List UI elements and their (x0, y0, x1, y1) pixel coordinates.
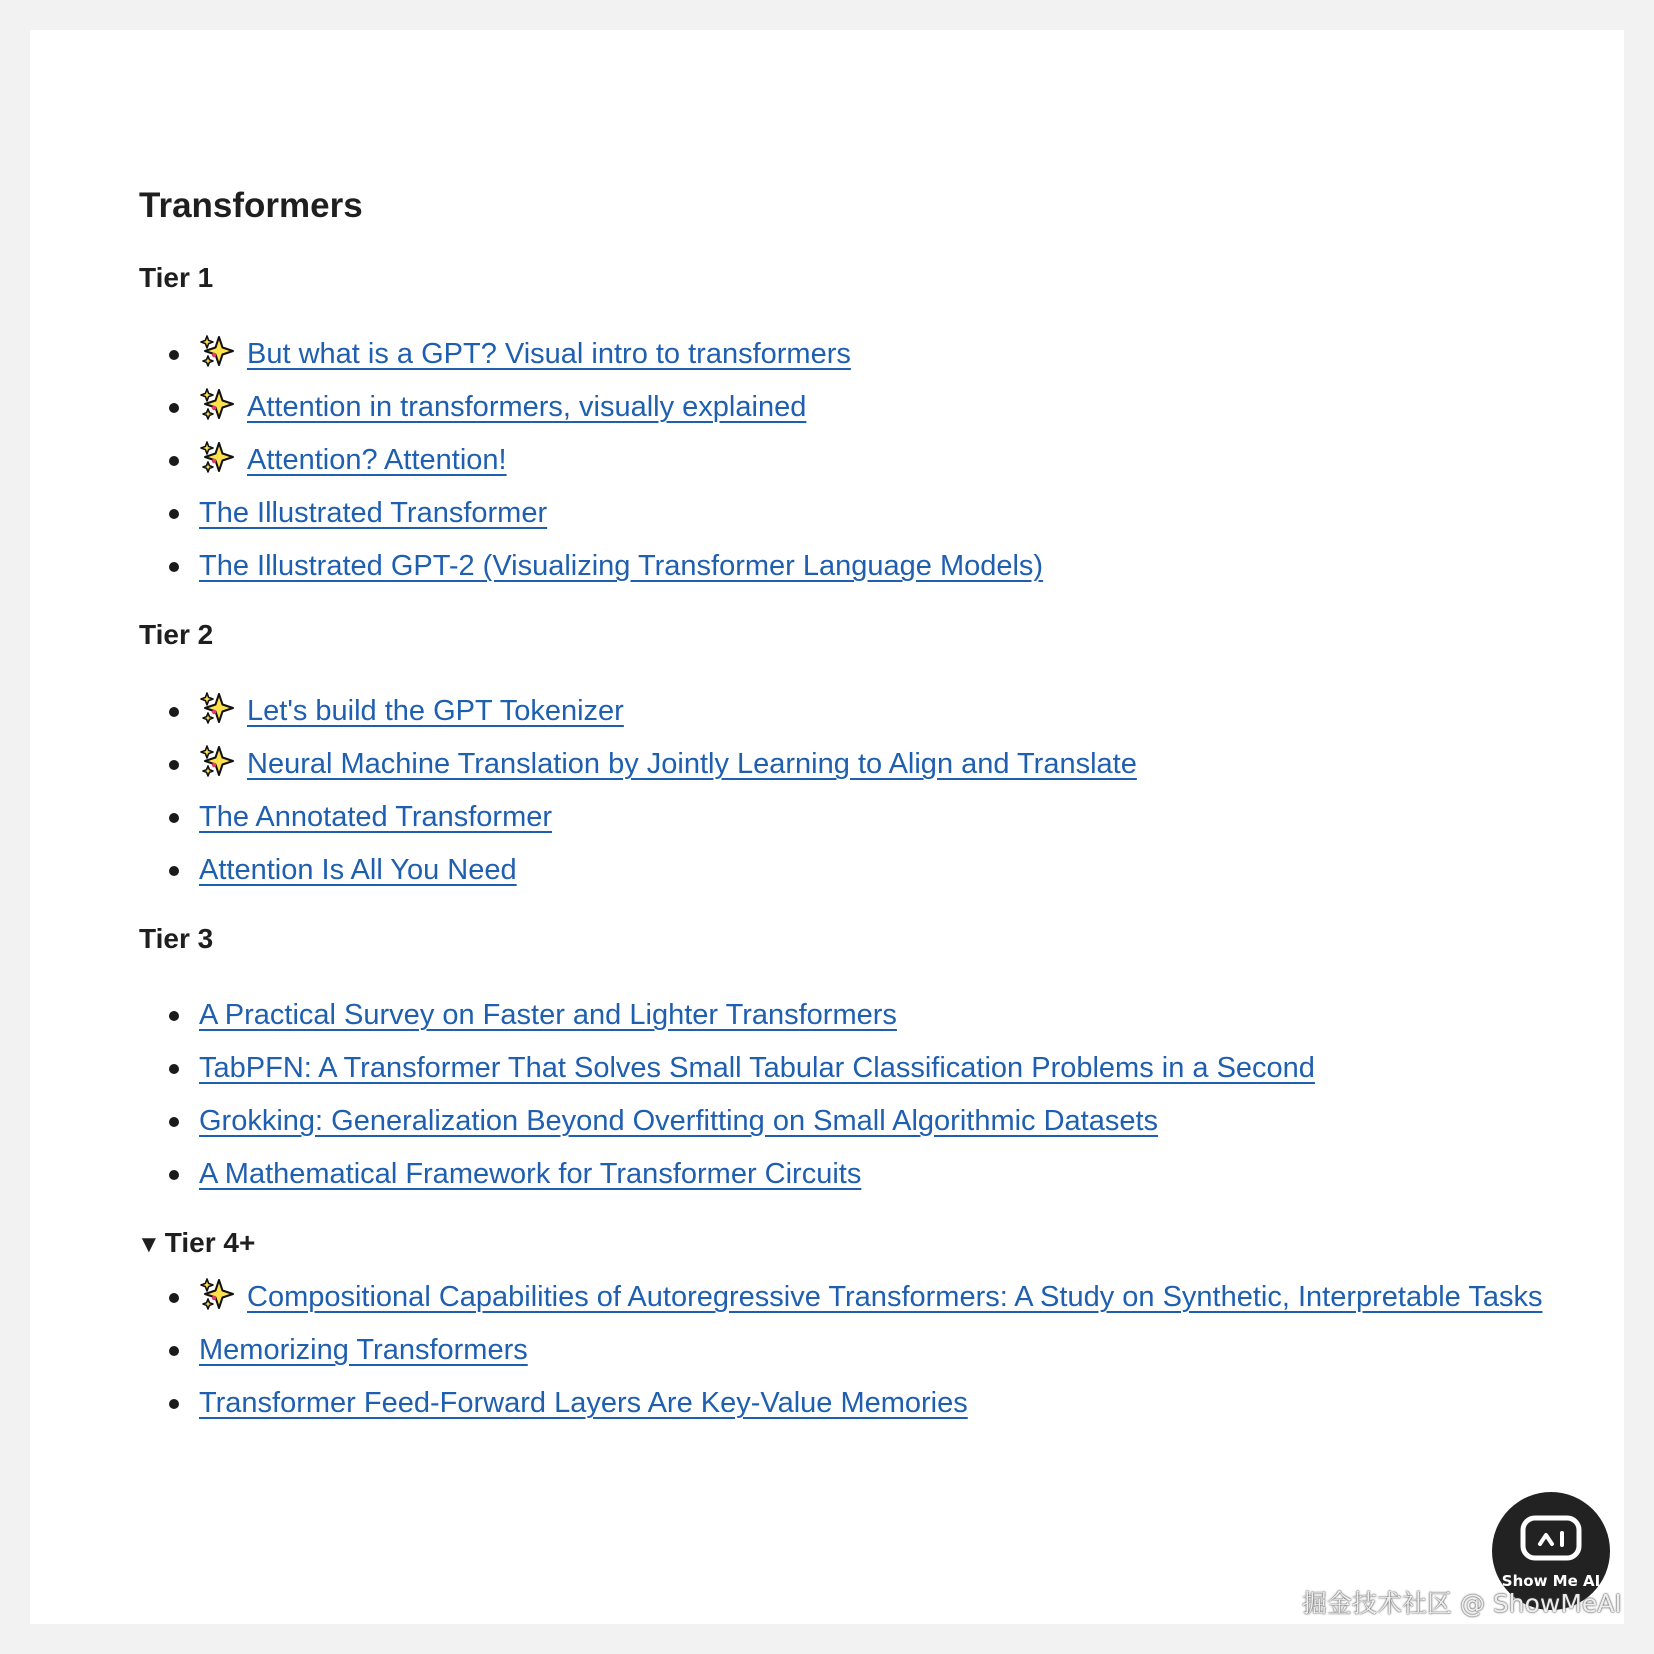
bullet-dot (169, 1064, 179, 1074)
sparkles-icon (199, 744, 235, 780)
list-item (139, 1324, 1599, 1377)
resource-link[interactable]: But what is a GPT? Visual intro to transformers (247, 338, 851, 370)
bullet-dot (169, 1011, 179, 1021)
bullet-dot (169, 1293, 179, 1303)
tier-4-heading: Tier 4+ (164, 1227, 256, 1258)
list-item (139, 328, 1599, 381)
sparkles-icon (199, 1277, 235, 1313)
tier-4-summary[interactable] (137, 1223, 1599, 1265)
bullet-dot (169, 707, 179, 717)
main-content (139, 180, 1599, 1430)
tier-4-toggle-block (139, 1223, 1599, 1430)
resource-link[interactable]: The Illustrated Transformer (199, 497, 548, 529)
list-item (139, 791, 1599, 844)
resource-link[interactable]: Attention? Attention! (247, 444, 507, 476)
bullet-dot (169, 760, 179, 770)
bullet-dot (169, 866, 179, 876)
sparkles-icon (199, 387, 235, 423)
logo-text: Show Me AI (1501, 1572, 1601, 1590)
bullet-dot (169, 1399, 179, 1409)
sparkles-icon (199, 440, 235, 476)
resource-link[interactable]: Let's build the GPT Tokenizer (247, 695, 624, 727)
list-item (139, 540, 1599, 593)
bullet-dot (169, 1346, 179, 1356)
resource-link[interactable]: The Illustrated GPT-2 (Visualizing Transformer Language Models) (199, 550, 1044, 582)
bullet-dot (169, 350, 179, 360)
tier-3-heading: Tier 3 (139, 923, 214, 954)
resource-link[interactable]: Grokking: Generalization Beyond Overfitting on Small Algorithmic Datasets (199, 1105, 1159, 1137)
tier-1-heading: Tier 1 (139, 262, 214, 293)
triangle-down-icon: ▼ (137, 1231, 161, 1258)
bullet-dot (169, 562, 179, 572)
list-item (139, 487, 1599, 540)
sparkles-icon (199, 334, 235, 370)
bullet-dot (169, 813, 179, 823)
bullet-dot (169, 1117, 179, 1127)
page-card (30, 30, 1624, 1624)
bullet-dot (169, 403, 179, 413)
bullet-dot (169, 509, 179, 519)
tier-1-list (139, 328, 1599, 593)
bullet-dot (169, 1170, 179, 1180)
resource-link[interactable]: Attention Is All You Need (199, 854, 517, 886)
resource-link[interactable]: TabPFN: A Transformer That Solves Small Tabular Classification Problems in a Second (199, 1052, 1315, 1084)
list-item (139, 1148, 1599, 1201)
resource-link[interactable]: The Annotated Transformer (199, 801, 553, 833)
page-title: Transformers (139, 186, 363, 225)
resource-link[interactable]: Neural Machine Translation by Jointly Learning to Align and Translate (247, 748, 1137, 780)
robot-face-icon (1520, 1514, 1582, 1566)
list-item (139, 1377, 1599, 1430)
tier-4-list (139, 1271, 1599, 1430)
list-item (139, 844, 1599, 897)
resource-link[interactable]: A Mathematical Framework for Transformer Circuits (199, 1158, 862, 1190)
list-item (139, 989, 1599, 1042)
tier-2-list (139, 685, 1599, 897)
list-item (139, 738, 1599, 791)
watermark-text: 掘金技术社区 @ ShowMeAI (1302, 1589, 1622, 1618)
resource-link[interactable]: A Practical Survey on Faster and Lighter Transformers (199, 999, 897, 1031)
tier-2-heading: Tier 2 (139, 619, 214, 650)
resource-link[interactable]: Transformer Feed-Forward Layers Are Key-Value Memories (199, 1387, 968, 1419)
tier-3-list (139, 989, 1599, 1201)
list-item (139, 434, 1599, 487)
resource-link[interactable]: Compositional Capabilities of Autoregressive Transformers: A Study on Synthetic, Interpretable Tasks (247, 1281, 1543, 1313)
list-item (139, 1271, 1599, 1324)
resource-link[interactable]: Memorizing Transformers (199, 1334, 528, 1366)
bullet-dot (169, 456, 179, 466)
sparkles-icon (199, 691, 235, 727)
list-item (139, 1095, 1599, 1148)
list-item (139, 1042, 1599, 1095)
list-item (139, 381, 1599, 434)
list-item (139, 685, 1599, 738)
resource-link[interactable]: Attention in transformers, visually explained (247, 391, 807, 423)
